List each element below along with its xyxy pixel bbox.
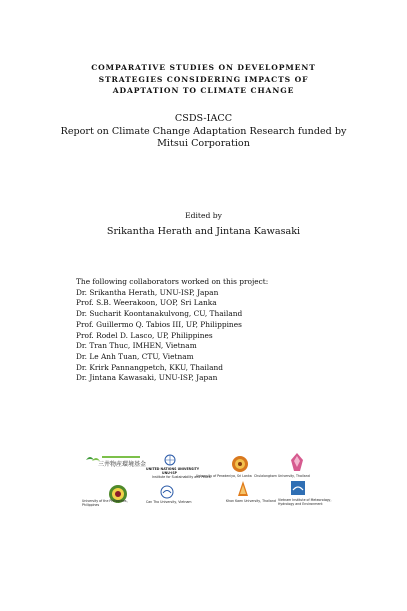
collaborator-item: Dr. Tran Thuc, IMHEN, Vietnam bbox=[76, 341, 197, 351]
khonkaen-logo bbox=[236, 480, 250, 498]
collaborator-item: Dr. Krirk Pannangpetch, KKU, Thailand bbox=[76, 362, 224, 372]
report-line: Mitsui Corporation bbox=[157, 138, 250, 149]
unu-logo bbox=[142, 452, 211, 482]
report-description bbox=[20, 113, 387, 151]
collaborator-item: Prof. Guillermo Q. Tabios III, UP, Philippines bbox=[76, 319, 242, 329]
report-acronym: CSDS-IACC bbox=[174, 113, 233, 124]
collaborator-item: Dr. Jintana Kawasaki, UNU-ISP, Japan bbox=[76, 373, 218, 383]
unu-caption-1: UNITED NATIONS UNIVERSITY bbox=[146, 467, 200, 471]
document-title bbox=[40, 62, 367, 97]
collaborators-section bbox=[76, 277, 376, 384]
peradeniya-emblem bbox=[231, 455, 249, 473]
collaborator-item: Prof. S.B. Weerakoon, UOP, Sri Lanka bbox=[76, 298, 217, 308]
report-line: Report on Climate Change Adaptation Research funded by bbox=[60, 125, 347, 137]
up-caption-2: Philippines bbox=[82, 503, 100, 507]
peradeniya-logo bbox=[196, 456, 252, 482]
editors-names: Srikantha Herath and Jintana Kawasaki bbox=[106, 226, 301, 237]
unu-caption-3: Institute for Sustainability and Peace bbox=[152, 475, 211, 479]
imhen-caption-2: Hydrology and Environment bbox=[278, 502, 323, 506]
edited-by-label: Edited by bbox=[185, 211, 222, 220]
mitsui-caption: 三井物産環境基金 bbox=[98, 461, 147, 468]
peradeniya-caption: University of Peradeniya, Sri Lanka bbox=[196, 474, 252, 478]
collaborators-intro: The following collaborators worked on this project: bbox=[76, 277, 269, 286]
cantho-caption: Can Tho University, Vietnam bbox=[146, 500, 192, 504]
title-line: COMPARATIVE STUDIES ON DEVELOPMENT bbox=[91, 63, 316, 72]
collaborator-item: Dr. Srikantha Herath, UNU-ISP, Japan bbox=[76, 287, 219, 297]
imhen-logo bbox=[290, 480, 306, 496]
collaborator-item: Dr. Sucharit Koontanakulvong, CU, Thailand bbox=[76, 309, 243, 319]
up-caption-1: University of the Philippines, bbox=[82, 499, 128, 503]
collaborator-item: Dr. Le Anh Tuan, CTU, Vietnam bbox=[76, 351, 194, 361]
imhen-caption-1: Vietnam Institute of Meteorology, bbox=[278, 498, 332, 502]
chulalongkorn-logo bbox=[288, 452, 306, 472]
khonkaen-caption: Khon Kaen University, Thailand bbox=[226, 499, 276, 503]
title-line: ADAPTATION TO CLIMATE CHANGE bbox=[112, 86, 295, 95]
chulalongkorn-caption: Chulalongkorn University, Thailand bbox=[254, 474, 310, 478]
collaborator-item: Prof. Rodel D. Lasco, UP, Philippines bbox=[76, 330, 213, 340]
mitsui-logo bbox=[84, 452, 147, 474]
cantho-logo bbox=[160, 484, 174, 498]
unu-caption-2: UNU-ISP bbox=[162, 471, 177, 475]
title-line: STRATEGIES CONSIDERING IMPACTS OF bbox=[98, 74, 309, 84]
